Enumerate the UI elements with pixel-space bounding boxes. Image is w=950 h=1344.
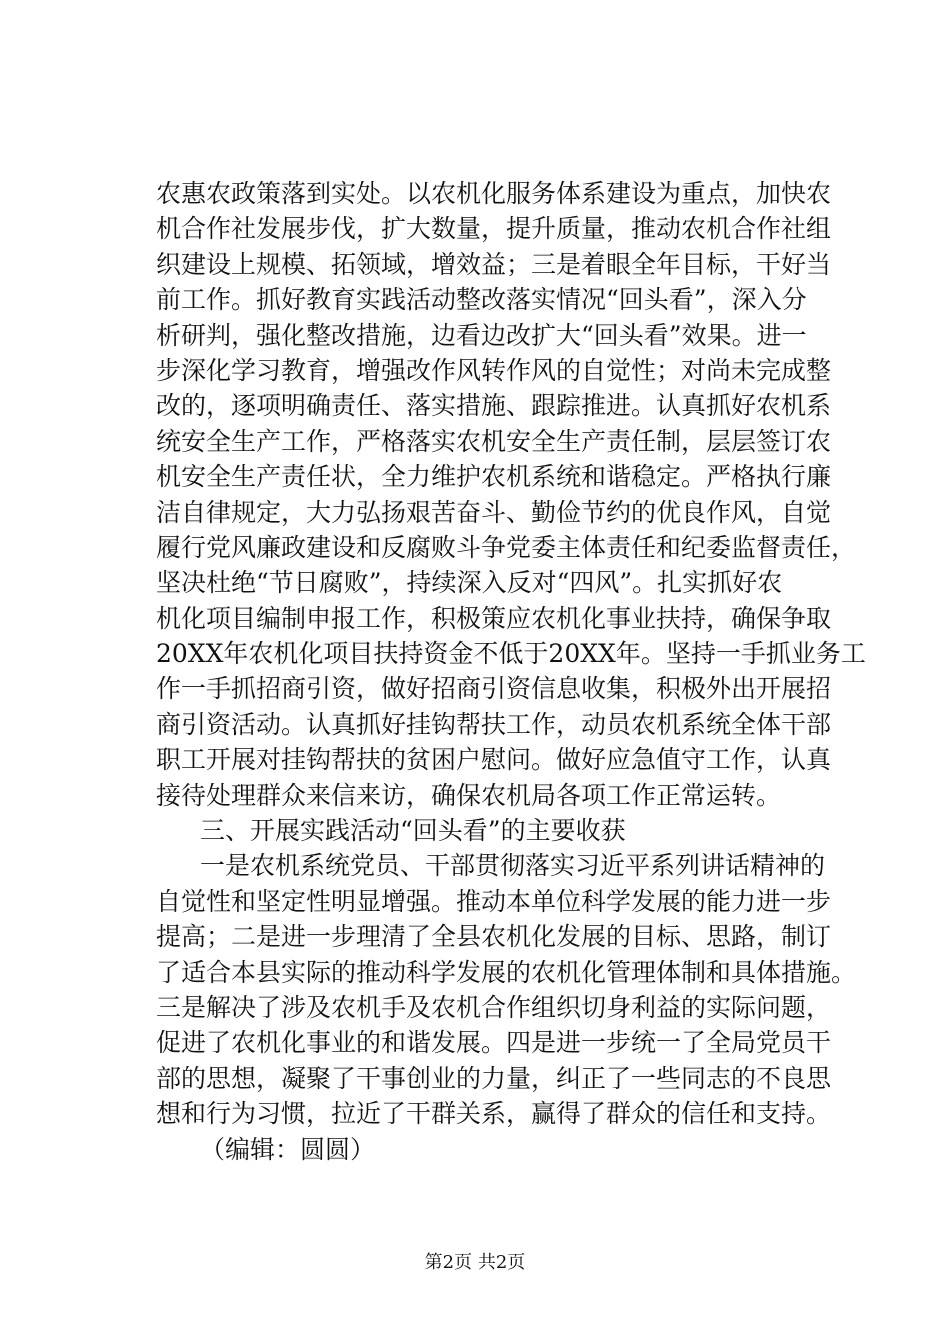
body-line: 商引资活动。认真抓好挂钩帮扶工作，动员农机系统全体干部 — [156, 709, 832, 739]
body-line: 三是解决了涉及农机手及农机合作组织切身利益的实际问题， — [156, 992, 832, 1022]
body-line: 改的，逐项明确责任、落实措施、跟踪推进。认真抓好农机系 — [156, 391, 832, 421]
body-line: 机合作社发展步伐，扩大数量，提升质量，推动农机合作社组 — [156, 214, 832, 244]
editor-note: （编辑：圆圆） — [200, 1134, 376, 1164]
body-line: 自觉性和坚定性明显增强。推动本单位科学发展的能力进一步 — [156, 886, 832, 916]
body-line: 作一手抓招商引资，做好招商引资信息收集，积极外出开展招 — [156, 674, 832, 704]
body-line: 促进了农机化事业的和谐发展。四是进一步统一了全局党员干 — [156, 1028, 832, 1058]
body-line: 坚决杜绝“节日腐败”，持续深入反对“四风”。扎实抓好农 — [156, 568, 783, 598]
body-line: 洁自律规定，大力弘扬艰苦奋斗、勤俭节约的优良作风，自觉 — [156, 497, 832, 527]
body-line: 统安全生产工作，严格落实农机安全生产责任制，层层签订农 — [156, 426, 832, 456]
body-line: 前工作。抓好教育实践活动整改落实情况“回头看”，深入分 — [156, 285, 807, 315]
body-line: 步深化学习教育，增强改作风转作风的自觉性；对尚未完成整 — [156, 355, 832, 385]
body-line: 20XX年农机化项目扶持资金不低于20XX年。坚持一手抓业务工 — [156, 639, 866, 669]
body-line: 机安全生产责任状，全力维护农机系统和谐稳定。严格执行廉 — [156, 462, 832, 492]
body-line: 织建设上规模、拓领域，增效益；三是着眼全年目标，干好当 — [156, 249, 832, 279]
document-body — [156, 176, 866, 1167]
body-line: 提高；二是进一步理清了全县农机化发展的目标、思路，制订 — [156, 922, 832, 952]
body-line: 职工开展对挂钩帮扶的贫困户慰问。做好应急值守工作，认真 — [156, 745, 832, 775]
body-line: 析研判，强化整改措施，边看边改扩大“回头看”效果。进一 — [156, 320, 807, 350]
body-line: 农惠农政策落到实处。以农机化服务体系建设为重点，加快农 — [156, 179, 832, 208]
body-line: 机化项目编制申报工作，积极策应农机化事业扶持，确保争取 — [156, 603, 832, 633]
body-line: 了适合本县实际的推动科学发展的农机化管理体制和具体措施。 — [156, 957, 857, 987]
body-line: 部的思想，凝聚了干事创业的力量，纠正了一些同志的不良思 — [156, 1063, 832, 1093]
body-line: 履行党风廉政建设和反腐败斗争党委主体责任和纪委监督责任， — [156, 532, 857, 562]
section-heading: 三、开展实践活动“回头看”的主要收获 — [200, 816, 626, 846]
body-line: 接待处理群众来信来访，确保农机局各项工作正常运转。 — [156, 780, 782, 810]
body-line: 一是农机系统党员、干部贯彻落实习近平系列讲话精神的 — [200, 851, 826, 881]
page-number-footer: 第2页 共2页 — [424, 1252, 526, 1273]
body-line: 想和行为习惯，拉近了干群关系，赢得了群众的信任和支持。 — [156, 1099, 832, 1129]
